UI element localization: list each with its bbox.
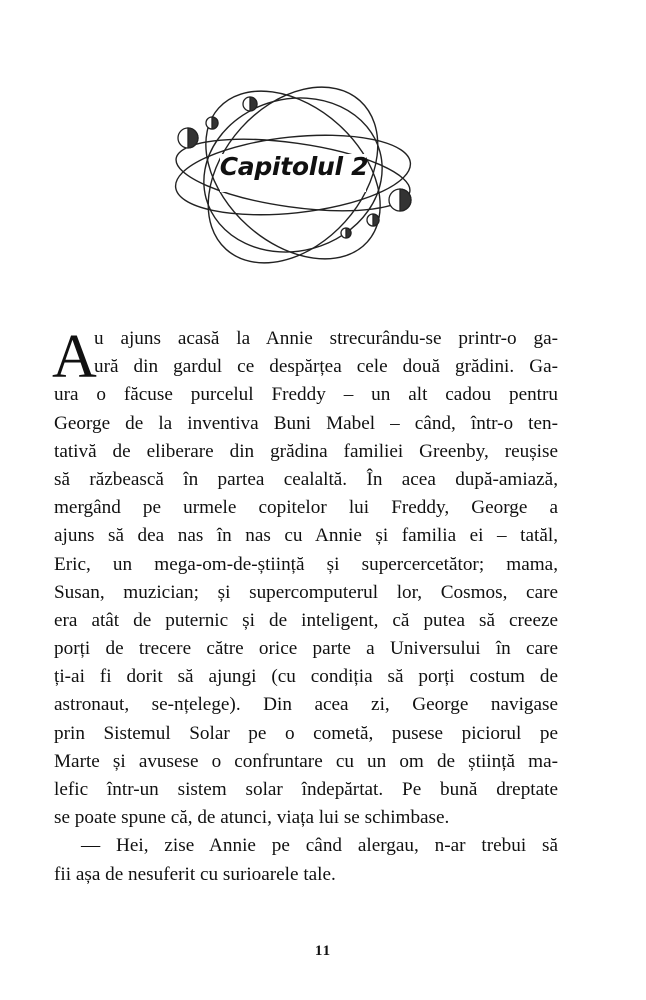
- text-line: lefic într-un sistem solar îndepărtat. Pe bună dreptate: [54, 779, 558, 800]
- planet-icon: [243, 97, 257, 111]
- text-line: porți de trecere către orice parte a Universului în care: [54, 638, 558, 660]
- planet-icon: [389, 189, 411, 211]
- text-line: Susan, muzician; și supercomputerul lor, Cosmos, care: [54, 581, 558, 603]
- text-line: u ajuns acasă la Annie strecurându-se printr-o ga-: [94, 328, 558, 349]
- text-line: ura o făcuse purcelul Freddy – un alt cadou pentru: [54, 384, 558, 406]
- planet-icon: [367, 214, 379, 226]
- chapter-title: Capitolul 2: [219, 152, 369, 181]
- text-line: Eric, un mega-om-de-știință și supercercetător; mama,: [54, 553, 558, 575]
- text-line: ură din gardul ce despărțea cele două grădini. Ga-: [94, 356, 558, 378]
- text-line: mergând pe urmele copitelor lui Freddy, George a: [54, 497, 558, 519]
- text-line: — Hei, zise Annie pe când alergau, n-ar trebui să: [81, 835, 558, 857]
- text-line: să răzbească în partea cealaltă. În acea după-amiază,: [54, 468, 558, 490]
- text-line: ajuns să dea nas în nas cu Annie și familia ei – tatăl,: [54, 525, 558, 547]
- text-line: se poate spune că, de atunci, viața lui se schimbase.: [54, 807, 450, 829]
- planet-icon: [178, 128, 198, 148]
- text-line: era atât de puternic și de inteligent, că putea să creeze: [54, 609, 558, 631]
- text-line: Marte și avusese o confruntare cu un om de știință ma-: [54, 750, 558, 772]
- text-line: fii așa de nesuferit cu surioarele tale.: [54, 863, 336, 885]
- text-line: George de la inventiva Buni Mabel – când, într-o ten-: [54, 412, 558, 434]
- drop-cap: A: [52, 323, 97, 391]
- page-number: 11: [314, 943, 332, 959]
- text-line: astronaut, se-nțelege). Din acea zi, George navigase: [54, 694, 558, 716]
- planet-icon: [341, 228, 351, 238]
- planet-icon: [206, 117, 218, 129]
- text-line: prin Sistemul Solar pe o cometă, pusese piciorul pe: [54, 722, 558, 744]
- text-line: tativă de eliberare din grădina familiei Greenby, reușise: [54, 440, 558, 462]
- body-text: [54, 325, 558, 889]
- text-line: ți-ai fi dorit să ajungi (cu condiția să porți costum de: [54, 666, 558, 688]
